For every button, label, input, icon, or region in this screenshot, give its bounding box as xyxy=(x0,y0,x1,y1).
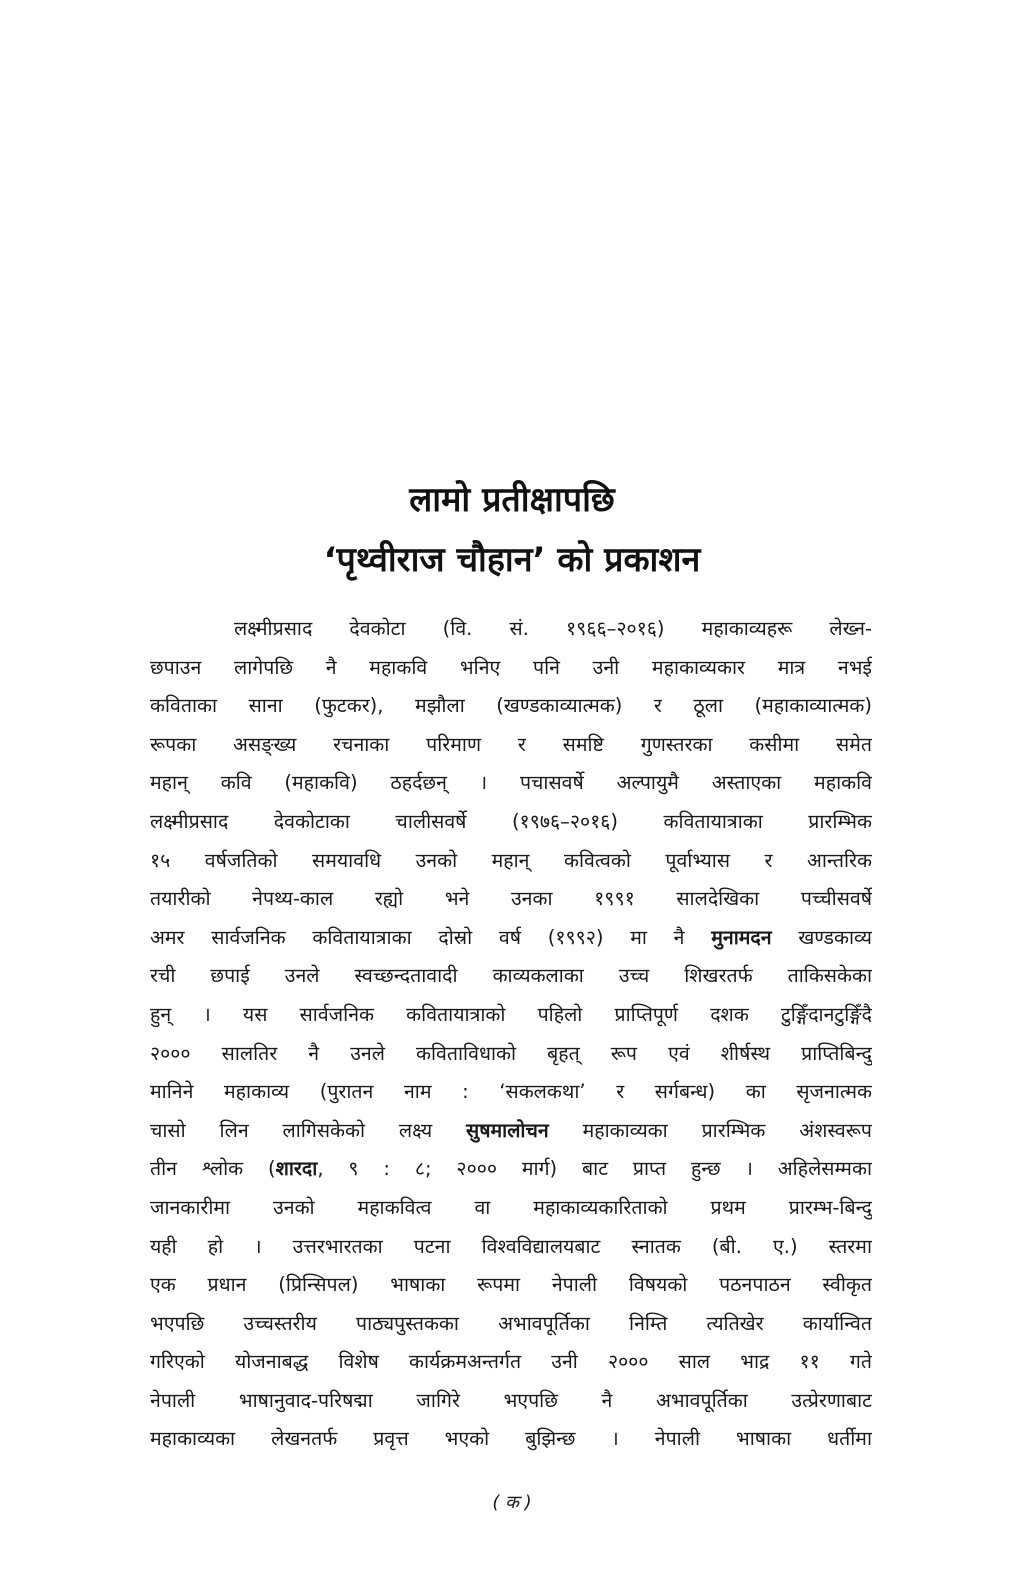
text-segment: अमर सार्वजनिक कवितायात्राका दोस्रो वर्ष (१९९२) मा नै xyxy=(150,925,712,949)
text-line: नेपाली भाषानुवाद-परिषद्मा जागिरे भएपछि नै अभावपूर्तिका उत्प्रेरणाबाट xyxy=(150,1388,872,1412)
text-segment: चासो लिन लागिसकेको लक्ष्य xyxy=(150,1118,467,1142)
chapter-title xyxy=(0,470,1024,590)
page-number: ( क ) xyxy=(492,1492,532,1513)
text-line: रूपका असङ्ख्य रचनाका परिमाण र समष्टि गुणस्तरका कसीमा समेत xyxy=(150,732,872,756)
text-line: मानिने महाकाव्य (पुरातन नाम : ‘सकलकथा’ र सर्गबन्ध) का सृजनात्मक xyxy=(150,1080,872,1104)
text-line: लक्ष्मीप्रसाद देवकोटाका चालीसवर्षे (१९७६–२०१६) कवितायात्राका प्रारम्भिक xyxy=(150,809,872,833)
text-line xyxy=(150,919,872,958)
text-line: १५ वर्षजतिको समयावधि उनको महान् कवित्वको पूर्वाभ्यास र आन्तरिक xyxy=(150,848,872,872)
text-line: रची छपाई उनले स्वच्छन्दतावादी काव्यकलाका उच्च शिखरतर्फ ताकिसकेका xyxy=(150,964,872,988)
text-segment: , ९ : ८; २००० मार्ग) बाट प्राप्त हुन्छ । अहिलेसम्मका xyxy=(317,1157,872,1181)
text-line: लक्ष्मीप्रसाद देवकोटा (वि. सं. १९६६–२०१६) महाकाव्यहरू लेख्न- xyxy=(234,617,872,640)
work-title-munamadan: मुनामदन xyxy=(711,925,772,949)
text-line: महान् कवि (महाकवि) ठहर्दछन् । पचासवर्षे अल्पायुमै अस्ताएका महाकवि xyxy=(150,771,872,795)
text-line: एक प्रधान (प्रिन्सिपल) भाषाका रूपमा नेपाली विषयको पठनपाठन स्वीकृत xyxy=(150,1273,872,1297)
text-line xyxy=(150,1150,872,1189)
text-line: २००० सालतिर नै उनले कविताविधाको बृहत् रूप एवं शीर्षस्थ प्राप्तिबिन्दु xyxy=(150,1041,872,1065)
text-line: हुन् । यस सार्वजनिक कवितायात्राको पहिलो प्राप्तिपूर्ण दशक टुङ्गिँदानटुङ्गिँदै xyxy=(150,1002,872,1026)
text-line: यही हो । उत्तरभारतका पटना विश्वविद्यालयबाट स्नातक (बी. ए.) स्तरमा xyxy=(150,1234,872,1258)
text-segment: खण्डकाव्य xyxy=(771,925,872,949)
body-paragraph xyxy=(150,610,872,1459)
text-line: जानकारीमा उनको महाकवित्व वा महाकाव्यकारिताको प्रथम प्रारम्भ-बिन्दु xyxy=(150,1195,872,1219)
text-line: महाकाव्यका लेखनतर्फ प्रवृत्त भएको बुझिन्छ । नेपाली भाषाका धर्तीमा xyxy=(150,1427,872,1451)
work-title-sushmalochan: सुषमालोचन xyxy=(466,1118,549,1142)
text-line: कविताका साना (फुटकर), मझौला (खण्डकाव्यात्मक) र ठूला (महाकाव्यात्मक) xyxy=(150,694,872,718)
text-line xyxy=(150,1112,872,1151)
text-line: गरिएको योजनाबद्ध विशेष कार्यक्रमअन्तर्गत उनी २००० साल भाद्र ११ गते xyxy=(150,1350,872,1374)
text-line: छपाउन लागेपछि नै महाकवि भनिए पनि उनी महाकाव्यकार मात्र नभई xyxy=(150,655,872,679)
journal-title-sharada: शारदा xyxy=(275,1157,318,1181)
text-line: भएपछि उच्चस्तरीय पाठ्यपुस्तकका अभावपूर्तिका निम्ति त्यतिखेर कार्यान्वित xyxy=(150,1311,872,1335)
text-segment: महाकाव्यका प्रारम्भिक अंशस्वरूप xyxy=(548,1118,872,1142)
text-line: तयारीको नेपथ्य-काल रह्यो भने उनका १९९१ सालदेखिका पच्चीसवर्षे xyxy=(150,887,872,911)
title-line-2: ‘पृथ्वीराज चौहान’ को प्रकाशन xyxy=(323,540,701,580)
text-segment: तीन श्लोक ( xyxy=(150,1157,276,1181)
title-line-1: लामो प्रतीक्षापछि xyxy=(409,480,615,520)
